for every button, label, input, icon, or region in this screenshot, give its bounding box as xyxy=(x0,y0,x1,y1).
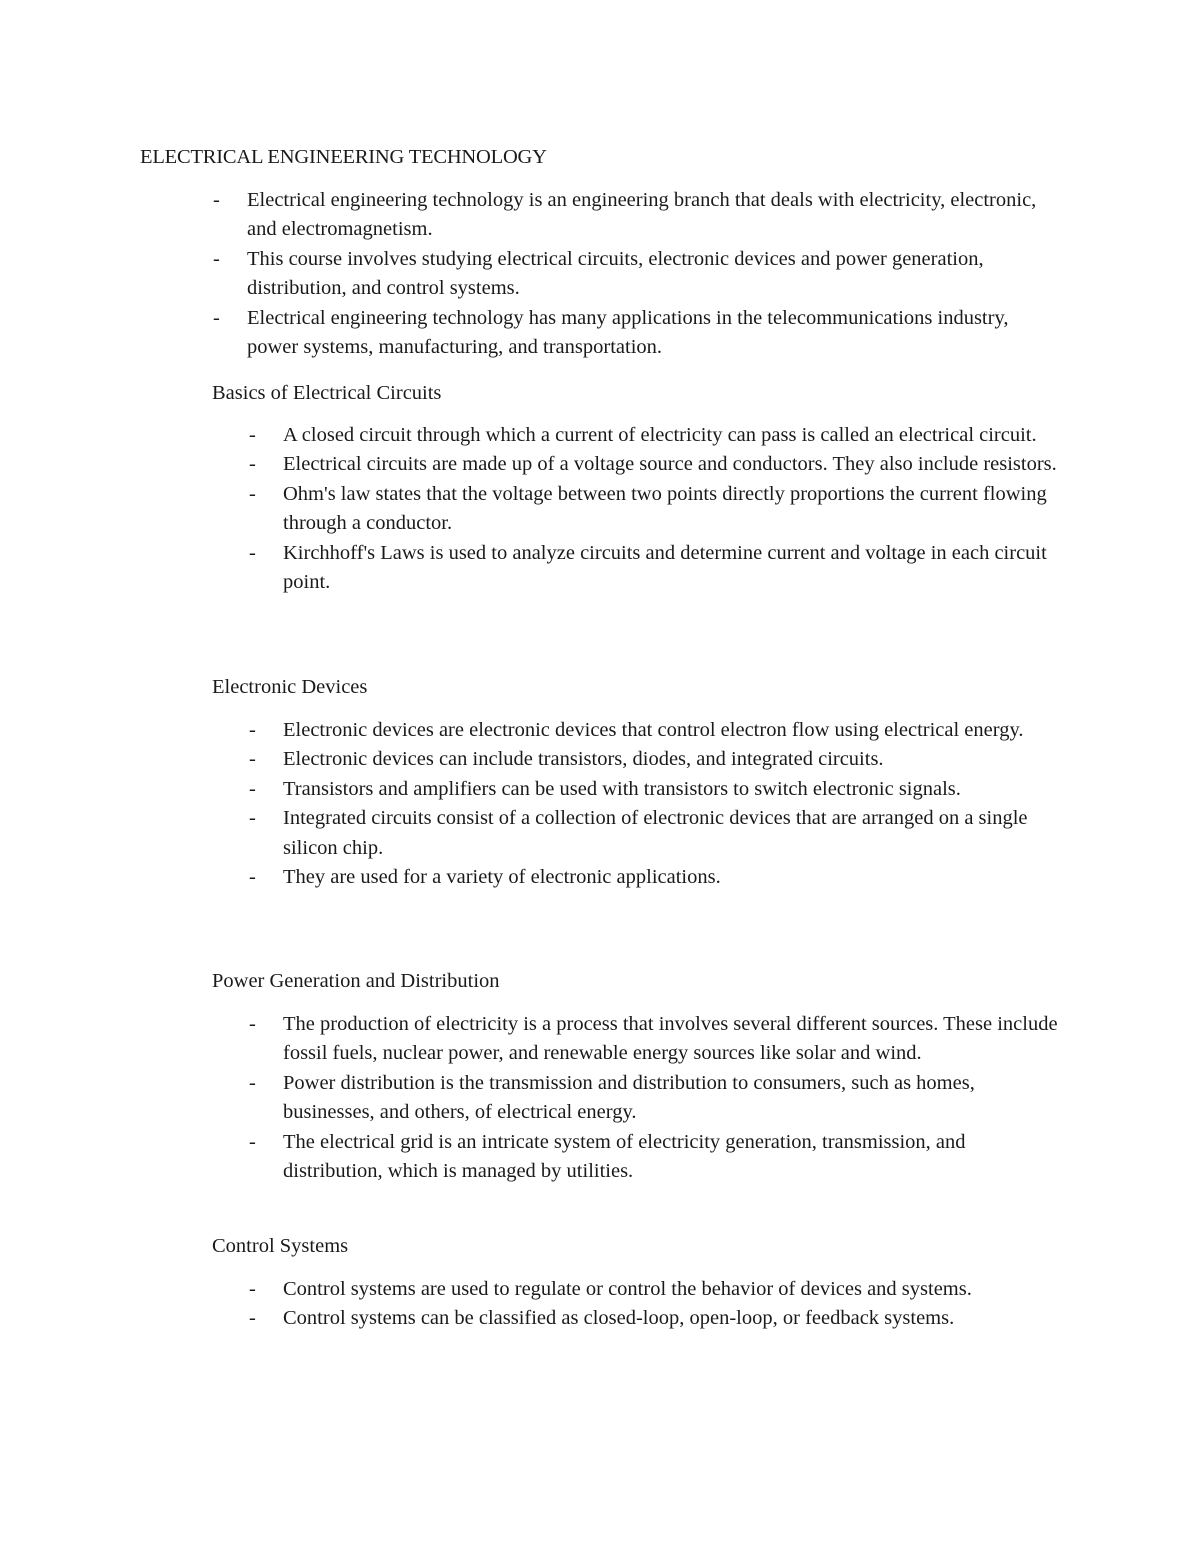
list-item-text: A closed circuit through which a current of electricity can pass is called an electrical circuit. xyxy=(283,424,1037,446)
bullet-dash: - xyxy=(213,247,220,270)
section-heading-power: Power Generation and Distribution xyxy=(212,970,500,992)
circuits-bullet-list xyxy=(249,421,1069,597)
list-item-text: Transistors and amplifiers can be used with transistors to switch electronic signals. xyxy=(283,777,961,800)
list-item xyxy=(249,775,1069,804)
list-item-text: The electrical grid is an intricate system of electricity generation, transmission, and distribution, which is managed by utilities. xyxy=(283,1130,966,1183)
bullet-dash: - xyxy=(249,777,256,800)
list-item xyxy=(249,539,1069,598)
list-item-text: They are used for a variety of electronic applications. xyxy=(283,866,721,889)
bullet-dash: - xyxy=(249,807,256,830)
list-item xyxy=(249,1010,1069,1069)
list-item-text: Integrated circuits consist of a collection of electronic devices that are arranged on a single silicon chip. xyxy=(283,807,1028,859)
bullet-dash: - xyxy=(249,719,256,741)
list-item-text: Control systems can be classified as closed-loop, open-loop, or feedback systems. xyxy=(283,1307,955,1330)
bullet-dash: - xyxy=(249,1307,256,1330)
document-title: ELECTRICAL ENGINEERING TECHNOLOGY xyxy=(140,146,547,168)
list-item xyxy=(213,304,1063,363)
list-item xyxy=(249,804,1069,863)
bullet-dash: - xyxy=(249,453,256,476)
bullet-dash: - xyxy=(213,189,220,211)
list-item xyxy=(249,450,1069,479)
list-item xyxy=(249,1275,1069,1304)
section-heading-control: Control Systems xyxy=(212,1235,349,1257)
bullet-dash: - xyxy=(249,482,256,505)
list-item xyxy=(249,1069,1069,1128)
bullet-dash: - xyxy=(249,1130,256,1153)
bullet-dash: - xyxy=(249,541,256,564)
section-heading-devices: Electronic Devices xyxy=(212,676,368,698)
devices-bullet-list xyxy=(249,716,1069,892)
list-item-text: Power distribution is the transmission and distribution to consumers, such as homes, businesses, and others, of electrical energy. xyxy=(283,1071,975,1124)
bullet-dash: - xyxy=(213,306,220,329)
list-item xyxy=(249,1304,1069,1333)
list-item-text: Control systems are used to regulate or control the behavior of devices and systems. xyxy=(283,1278,972,1300)
bullet-dash: - xyxy=(249,1013,256,1035)
list-item xyxy=(213,245,1063,304)
list-item xyxy=(249,745,1069,774)
list-item xyxy=(249,1128,1069,1187)
list-item-text: Ohm's law states that the voltage between two points directly proportions the current flowing through a conductor. xyxy=(283,482,1047,535)
list-item xyxy=(249,480,1069,539)
list-item-text: The production of electricity is a process that involves several different sources. These include fossil fuels, nuclear power, and renewable energy sources like solar and wind. xyxy=(283,1013,1058,1065)
list-item-text: Electrical engineering technology has many applications in the telecommunications industry, power systems, manufacturing, and transportation. xyxy=(247,306,1009,359)
bullet-dash: - xyxy=(249,748,256,771)
list-item xyxy=(249,421,1069,450)
list-item xyxy=(249,716,1069,745)
section-heading-circuits: Basics of Electrical Circuits xyxy=(212,382,442,404)
list-item-text: Kirchhoff's Laws is used to analyze circuits and determine current and voltage in each circuit point. xyxy=(283,541,1047,594)
bullet-dash: - xyxy=(249,424,256,446)
bullet-dash: - xyxy=(249,866,256,889)
list-item-text: Electrical circuits are made up of a voltage source and conductors. They also include resistors. xyxy=(283,453,1057,476)
bullet-dash: - xyxy=(249,1278,256,1300)
intro-bullet-list xyxy=(213,186,1063,362)
bullet-dash: - xyxy=(249,1071,256,1094)
list-item-text: Electronic devices can include transistors, diodes, and integrated circuits. xyxy=(283,748,884,771)
power-bullet-list xyxy=(249,1010,1069,1186)
list-item-text: Electrical engineering technology is an engineering branch that deals with electricity, electronic, and electromagnetism. xyxy=(247,189,1037,241)
list-item-text: This course involves studying electrical circuits, electronic devices and power generation, distribution, and control systems. xyxy=(247,247,984,300)
list-item-text: Electronic devices are electronic devices that control electron flow using electrical energy. xyxy=(283,719,1024,741)
control-bullet-list xyxy=(249,1275,1069,1334)
list-item xyxy=(249,863,1069,892)
list-item xyxy=(213,186,1063,245)
